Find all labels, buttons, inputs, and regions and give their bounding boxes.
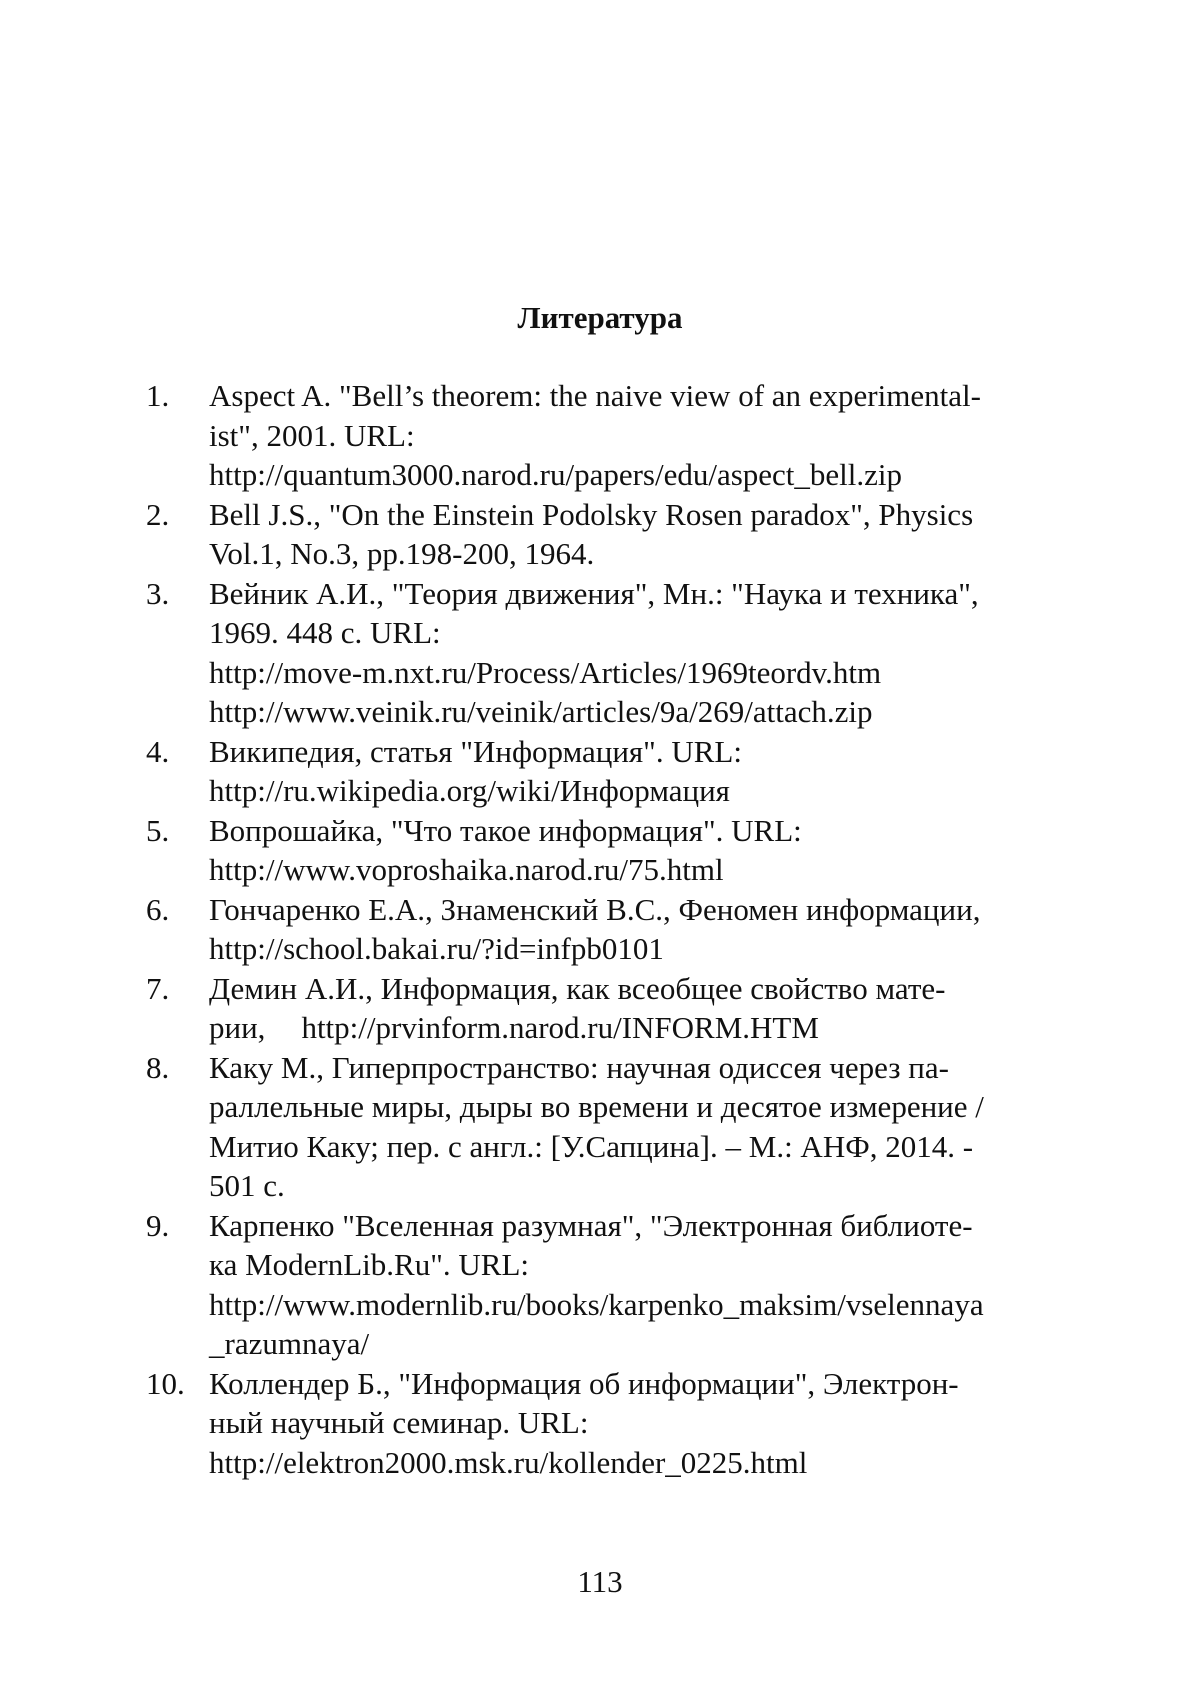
reference-url: http://school.bakai.ru/?id=infpb0101 (209, 931, 664, 966)
reference-text (209, 495, 1071, 574)
reference-line: 1969. 448 с. URL: (209, 615, 441, 650)
reference-line-with-url (209, 1008, 1071, 1048)
reference-number: 4. (146, 733, 170, 769)
reference-text (209, 574, 1071, 732)
reference-line: раллельные миры, дыры во времени и десятое измерение / (209, 1089, 984, 1124)
reference-url: http://prvinform.narod.ru/INFORM.HTM (301, 1010, 819, 1045)
reference-line: Митио Каку; пер. с англ.: [У.Сапцина]. – М.: АНФ, 2014. - (209, 1128, 974, 1164)
reference-item-4 (0, 732, 1200, 811)
reference-list (0, 376, 1200, 1482)
reference-text (209, 811, 1071, 890)
page-number: 113 (577, 1564, 623, 1599)
reference-url: http://quantum3000.narod.ru/papers/edu/aspect_bell.zip (209, 457, 903, 492)
reference-line: Vol.1, No.3, pp.198-200, 1964. (209, 536, 595, 571)
reference-text (209, 732, 1071, 811)
reference-url: http://www.voproshaika.narod.ru/75.html (209, 852, 724, 887)
reference-item-8 (0, 1048, 1200, 1206)
reference-line: Вопрошайка, "Что такое информация". URL: (209, 812, 802, 848)
reference-number: 10. (146, 1365, 185, 1401)
reference-item-5 (0, 811, 1200, 890)
reference-text (209, 1364, 1071, 1483)
reference-url: http://www.modernlib.ru/books/karpenko_maksim/vselennaya (209, 1286, 984, 1322)
reference-text (209, 969, 1071, 1048)
reference-text (209, 890, 1071, 969)
reference-fragment: рии, (209, 1010, 266, 1045)
reference-line: Вейник А.И., "Теория движения", Мн.: "Наука и техника", (209, 575, 979, 611)
reference-url: _razumnaya/ (209, 1326, 370, 1361)
reference-line: ка ModernLib.Ru". URL: (209, 1247, 529, 1282)
reference-number: 8. (146, 1049, 170, 1085)
reference-line: ist", 2001. URL: (209, 417, 415, 453)
reference-number: 5. (146, 812, 170, 848)
reference-number: 1. (146, 378, 170, 413)
reference-item-2 (0, 495, 1200, 574)
reference-url: http://move-m.nxt.ru/Process/Articles/1969teordv.htm (209, 654, 882, 690)
reference-url: http://www.veinik.ru/veinik/articles/9a/269/attach.zip (209, 694, 873, 729)
reference-number: 2. (146, 496, 170, 532)
reference-item-3 (0, 574, 1200, 732)
reference-line: 501 с. (209, 1168, 285, 1203)
reference-line: Википедия, статья "Информация". URL: (209, 733, 742, 769)
reference-number: 3. (146, 575, 170, 611)
reference-item-1 (0, 376, 1200, 495)
page-title: Литература (517, 300, 683, 335)
reference-number: 7. (146, 970, 170, 1006)
reference-line: ный научный семинар. URL: (209, 1405, 589, 1440)
reference-line: Каку М., Гиперпространство: научная одиссея через па- (209, 1049, 949, 1085)
reference-item-10 (0, 1364, 1200, 1483)
reference-line: Bell J.S., "On the Einstein Podolsky Rosen paradox", Physics (209, 496, 974, 532)
reference-item-9 (0, 1206, 1200, 1364)
reference-text (209, 376, 1071, 495)
reference-url: http://elektron2000.msk.ru/kollender_0225.html (209, 1444, 808, 1480)
reference-item-7 (0, 969, 1200, 1048)
reference-line: Aspect A. "Bell’s theorem: the naive view of an experimental- (209, 378, 981, 413)
reference-url: http://ru.wikipedia.org/wiki/Информация (209, 773, 730, 808)
reference-line: Гончаренко Е.А., Знаменский В.С., Феномен информации, (209, 891, 981, 927)
reference-line: Демин А.И., Информация, как всеобщее свойство мате- (209, 970, 946, 1006)
reference-item-6 (0, 890, 1200, 969)
reference-line: Карпенко "Вселенная разумная", "Электронная библиоте- (209, 1207, 973, 1243)
reference-number: 6. (146, 891, 170, 927)
reference-text (209, 1048, 1071, 1206)
reference-text (209, 1206, 1071, 1364)
reference-number: 9. (146, 1207, 170, 1243)
reference-line: Коллендер Б., "Информация об информации", Электрон- (209, 1365, 959, 1401)
